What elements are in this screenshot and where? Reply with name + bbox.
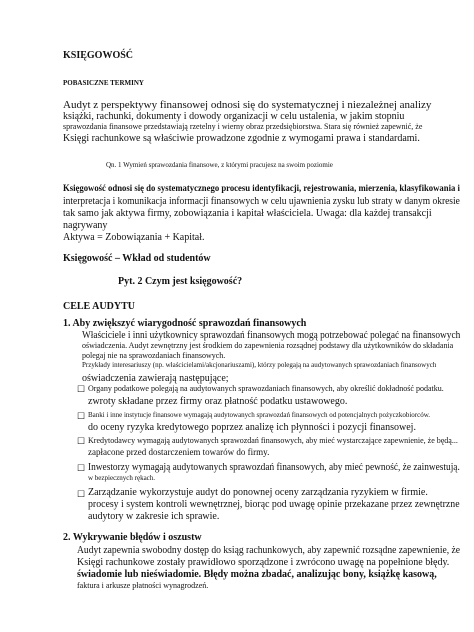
question-2: Pyt. 2 Czym jest księgowość? (118, 276, 243, 287)
text-line: Właściciele i inni użytkownicy sprawozdań finansowych mogą potrzebować polegać na finansowych (82, 330, 461, 341)
question-1: Qn. 1 Wymień sprawozdania finansowe, z którymi pracujesz na swoim poziomie (106, 161, 333, 169)
text-line: interpretacja i komunikacja informacji finansowych w celu ujawnienia zysku lub straty w danym okresie (63, 196, 460, 207)
text-line: Przykłady interesariuszy (np. właścicielami/akcjonariuszami), którzy polegają na audytowanych sprawozdaniach finansowych (82, 361, 437, 369)
text-line: procesy i system kontroli wewnętrznej, biorąc pod uwagę opinie przekazane przez zewnętrzne (88, 499, 460, 510)
text-line: polegaj nie na sprawozdaniach finansowych. (82, 351, 226, 360)
checkbox-icon: ☐ (77, 463, 86, 473)
text-line: oświadczenia zawierają następujące; (82, 373, 229, 384)
section-1-heading: 1. Aby zwiększyć wiarygodność sprawozdań finansowych (63, 318, 307, 329)
text-line: Banki i inne instytucje finansowe wymagają audytowanych sprawozdań finansowych od potencjalnych pożyczkobiorców. (88, 411, 431, 419)
text-line: Organy podatkowe polegają na audytowanych sprawozdaniach finansowych, aby określić dokładność podatku. (88, 384, 444, 393)
text-line: w bezpiecznych rękach. (88, 474, 156, 482)
text-line: Księgowość odnosi się do systematycznego procesu identyfikacji, rejestrowania, mierzenia, klasyfikowania i (63, 183, 460, 193)
section-2-heading: 2. Wykrywanie błędów i oszustw (63, 532, 202, 543)
text-line: książki, rachunki, dokumenty i dowody organizacji w celu ustalenia, w jakim stopniu (63, 111, 405, 122)
text-line: oświadczenia. Audyt zewnętrzny jest środkiem do zapewnienia rozsądnej podstawy dla użytkowników do składania (82, 341, 454, 350)
students-heading: Księgowość – Wkład od studentów (63, 253, 211, 264)
text-line: audytory w zakresie ich sprawie. (88, 511, 220, 522)
text-line: Kredytodawcy wymagają audytowanych sprawozdań finansowych, aby mieć wystarczające zapewnienie, że będą... (88, 436, 458, 445)
text-line: Audyt zapewnia swobodny dostęp do ksiąg rachunkowych, aby zapewnić rozsądne zapewnienie, że (77, 545, 461, 556)
checkbox-icon: ☐ (77, 436, 86, 446)
page-title: KSIĘGOWOŚĆ (63, 50, 134, 61)
text-line: zapłacone przed dostarczeniem towarów do firmy. (88, 447, 270, 457)
text-line: świadomie lub nieświadomie. Błędy można zbadać, analizując bony, książkę kasową, (77, 569, 437, 580)
text-line: tak samo jak aktywa firmy, zobowiązania i kapitał właściciela. Uwaga: dla każdej transakcji (63, 208, 432, 219)
text-line: Zarządzanie wykorzystuje audyt do ponownej oceny zarządzania ryzykiem w firmie. (88, 487, 428, 498)
text-line: sprawozdania finansowe przedstawiają rzetelny i wierny obraz przedsiębiorstwa. Stara się również zapewnić, że (63, 122, 423, 131)
text-line: Inwestorzy wymagają audytowanych sprawozdań finansowych, aby mieć pewność, że zainwestują. (88, 462, 460, 473)
text-line: Księgi rachunkowe są właściwie prowadzone zgodnie z wymogami prawa i standardami. (63, 133, 420, 144)
text-line: zwroty składane przez firmy oraz płatność podatku ustawowego. (88, 396, 348, 407)
text-line: Księgi rachunkowe zostały prawidłowo sporządzone i zwrócono uwagę na popełnione błędy. (77, 557, 450, 568)
checkbox-icon: ☐ (77, 384, 86, 394)
text-line: do oceny ryzyka kredytowego poprzez analizę ich płynności i pozycji finansowej. (88, 422, 416, 433)
checkbox-icon: ☐ (77, 411, 86, 421)
text-line: nagrywany (63, 220, 108, 231)
subtitle: POBASICZNE TERMINY (63, 79, 144, 87)
checkbox-icon: ☐ (77, 489, 86, 499)
text-line: Aktywa = Zobowiązania + Kapitał. (63, 232, 205, 243)
text-line: faktura i arkusze płatności wynagrodzeń. (77, 581, 209, 590)
text-line: Audyt z perspektywy finansowej odnosi się do systematycznej i niezależnej analizy (63, 99, 432, 111)
goals-heading: CELE AUDYTU (63, 301, 135, 312)
